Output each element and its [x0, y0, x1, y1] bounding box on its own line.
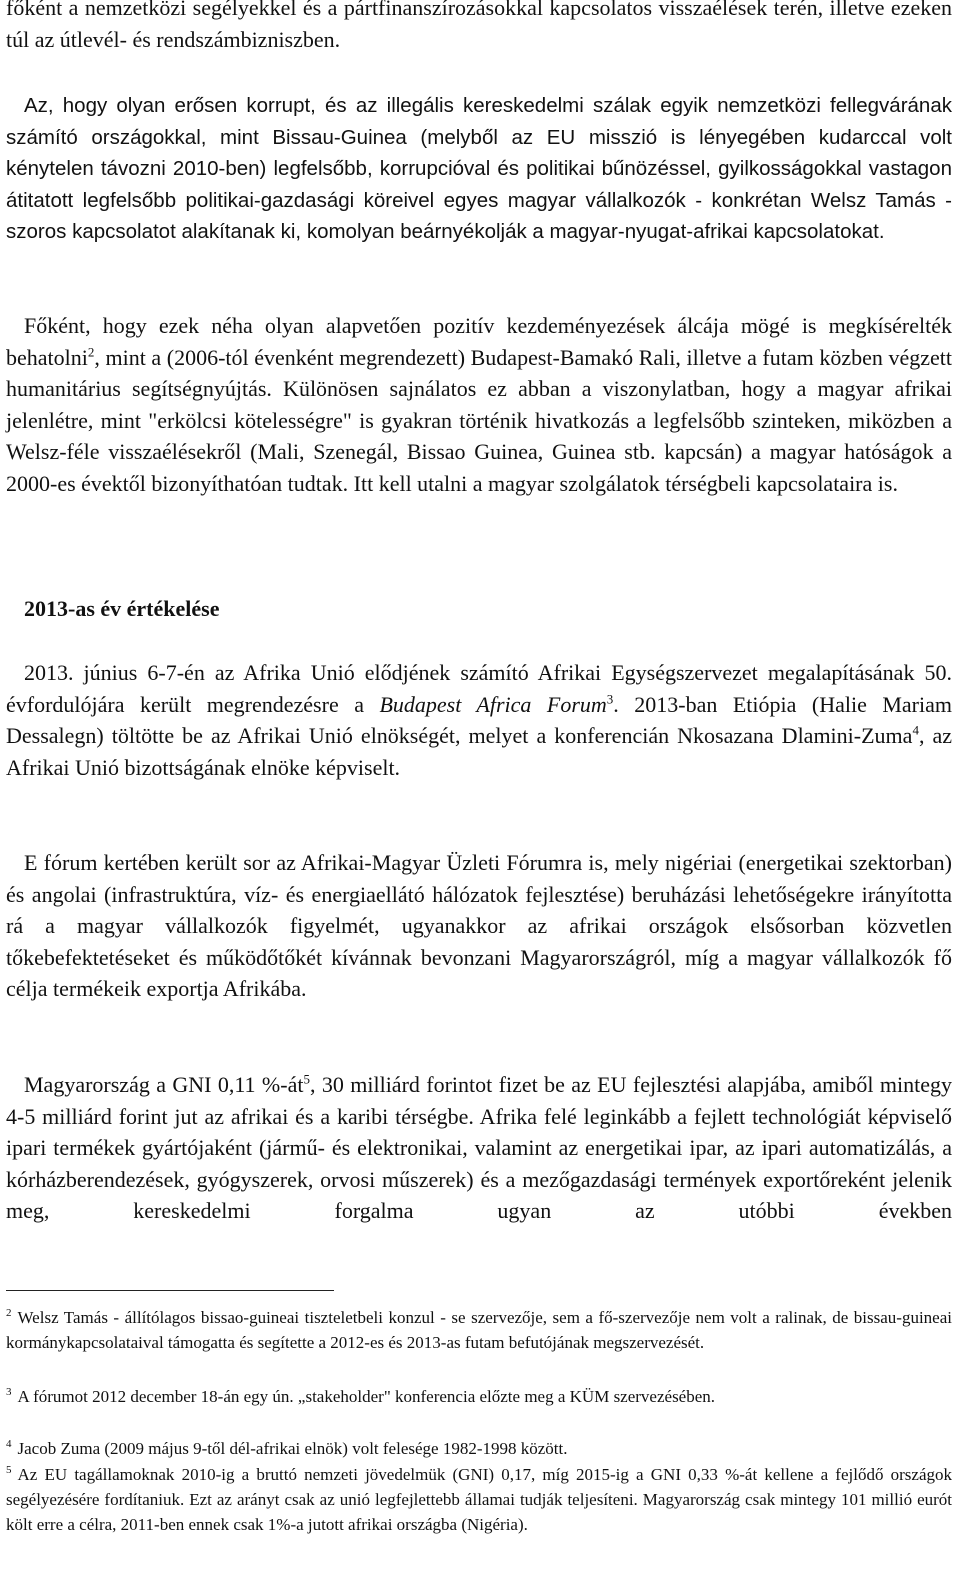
- footnote-ref-3[interactable]: 3: [606, 691, 614, 707]
- event-name: Budapest Africa Forum: [379, 691, 607, 717]
- paragraph-text: . 2013-ban Etiópia (Halie Mariam Dessalegn) töltötte be az Afrikai Unió elnökségét, melyet a konferencián Nkosazana Dlamini-Zuma: [6, 691, 952, 748]
- footnote-5: [6, 1462, 952, 1537]
- footnote-separator: [6, 1290, 334, 1291]
- paragraph-rally: [6, 310, 952, 499]
- footnote-number: 2: [6, 1307, 12, 1320]
- footnote-text: Az EU tagállamoknak 2010-ig a bruttó nemzeti jövedelmük (GNI) 0,17, míg 2015-ig a GNI 0,33 %-át kellene a fejlődő országok segélyezésére fordítaniuk. Ezt az arányt csak az unió legfejlettebb államai tudják teljesíteni. Magyarország csak mintegy 101 millió eurót költ erre a célra, 2011-ben ennek csak 1%-a jutott afrikai országba (Nigéria).: [6, 1465, 952, 1534]
- paragraph-africa-forum: [6, 657, 952, 783]
- paragraph-text: , 30 milliárd forintot fizet be az EU fejlesztési alapjába, amiből mintegy 4-5 milliárd forint jut az afrikai és a karibi térségbe. Afrika felé leginkább a fejlett technológiát képviselő ipari termékek gyártójaként (jármű- és elektronikai, valamint az energetikai ipar, az ipari automatizálás, a kórházberendezések, gyógyszerek, orvosi műszerek) és a mezőgazdasági termények exportőreként jelenik meg, kereskedelmi forgalma ugyan az utóbbi években: [6, 1072, 952, 1223]
- paragraph-bissau-guinea: [6, 90, 952, 248]
- footnote-number: 3: [6, 1386, 12, 1399]
- paragraph-text: , mint a (2006-tól évenként megrendezett) Budapest-Bamakó Rali, illetve a futam közben végzett humanitárius segítségnyújtás. Különösen sajnálatos ez abban a viszonylatban, hogy a magyar afrikai jelenlétre, mint "erkölcsi kötelességre" is gyakran történik hivatkozás a legfelsőbb szinteken, miközben a Welsz-féle visszaélésekről (Mali, Szenegál, Bissao Guinea, Guinea stb. kapcsán) a magyar hatóságok a 2000-es évektől bizonyíthatóan tudtak. Itt kell utalni a magyar szolgálatok térségbeli kapcsolataira is.: [6, 344, 952, 496]
- paragraph-text: 2013. június 6-7-én az Afrika Unió elődjének számító Afrikai Egységszervezet megalapításának 50. évfordulójára került megrendezésre a: [6, 660, 952, 717]
- paragraph-gni: [6, 1069, 952, 1227]
- footnote-ref-5[interactable]: 5: [303, 1071, 310, 1087]
- paragraph-text: E fórum kertében került sor az Afrikai-Magyar Üzleti Fórumra is, mely nigériai (energetikai szektorban) és angolai (infrastruktúra, víz- és energiaellátó hálózatok fejlesztése) beruházási lehetőségekre irányította rá a magyar vállalkozók figyelmét, ugyanakkor az afrikai országok elsősorban közvetlen tőkebefektetéseket és működőtőkét kívánnak bevonzani Magyarországról, míg a magyar vállalkozók fő célja termékeik exportja Afrikába.: [6, 850, 952, 1001]
- footnote-3: [6, 1384, 952, 1409]
- section-heading: 2013-as év értékelése: [24, 596, 220, 621]
- footnote-text: Welsz Tamás - állítólagos bissao-guineai tiszteletbeli konzul - se szervezője, sem a fő-szervezője nem volt a ralinak, de bissau-guineai kormánykapcsolataival támogatta és segítette a 2012-es és 2013-as futam befutójának megszervezését.: [6, 1308, 952, 1352]
- footnote-text: A fórumot 2012 december 18-án egy ún. „stakeholder" konferencia előzte meg a KÜM szervezésében.: [17, 1387, 716, 1406]
- paragraph-text: Főként, hogy ezek néha olyan alapvetően pozitív kezdeményezések álcája mögé is megkísérelték behatolni: [6, 313, 952, 370]
- footnote-text: Jacob Zuma (2009 május 9-től dél-afrikai elnök) volt felesége 1982-1998 között.: [17, 1439, 568, 1458]
- footnote-number: 5: [6, 1464, 12, 1477]
- footnote-ref-2[interactable]: 2: [87, 344, 95, 360]
- paragraph-text: főként a nemzetközi segélyekkel és a pártfinanszírozásokkal kapcsolatos visszaélések terén, illetve ezeken túl az útlevél- és rendszámbizniszben.: [6, 0, 952, 52]
- paragraph-text: Magyarország a GNI 0,11 %-át: [24, 1072, 304, 1097]
- paragraph-continuation: [6, 0, 952, 55]
- footnote-ref-4[interactable]: 4: [912, 722, 919, 738]
- paragraph-text: Az, hogy olyan erősen korrupt, és az illegális kereskedelmi szálak egyik nemzetközi fellegvárának számító országokkal, mint Bissau-Guinea (melyből az EU misszió is lényegében kudarccal volt kénytelen távozni 2010-ben) legfelsőbb, korrupcióval és politikai bűnözéssel, gyilkosságokkal vastagon átitatott legfelsőbb politikai-gazdasági köreivel egyes magyar vállalkozók - konkrétan Welsz Tamás - szoros kapcsolatot alakítanak ki, komolyan beárnyékolják a magyar-nyugat-afrikai kapcsolatokat.: [6, 94, 952, 243]
- paragraph-business-forum: [6, 847, 952, 1005]
- footnote-2: [6, 1305, 952, 1355]
- footnote-number: 4: [6, 1438, 12, 1451]
- footnote-4: [6, 1436, 952, 1461]
- paragraph-text: , az Afrikai Unió bizottságának elnöke képviselt.: [6, 723, 953, 780]
